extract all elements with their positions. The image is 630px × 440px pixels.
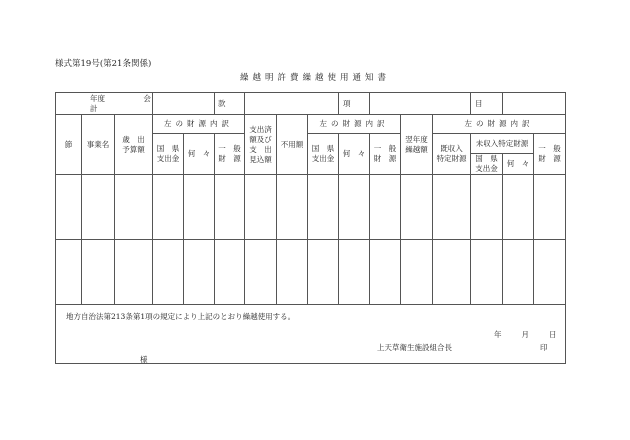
data-cell[interactable] <box>82 240 115 305</box>
carryover-notice-table <box>55 92 566 364</box>
kan-label: 款 <box>215 93 245 115</box>
budget-amount-header: 歳 出 予算額 <box>115 115 153 175</box>
general-fund-header-2: 一 般 財 源 <box>370 134 401 175</box>
data-cell[interactable] <box>115 240 153 305</box>
account-label: 会計 <box>90 93 151 113</box>
date-day-label: 日 <box>549 330 559 339</box>
data-cell[interactable] <box>471 175 503 240</box>
moku-label: 目 <box>471 93 503 115</box>
breakdown-header-1: 左の財源内訳 <box>153 115 245 134</box>
data-cell[interactable] <box>339 240 370 305</box>
data-cell[interactable] <box>56 240 82 305</box>
data-cell[interactable] <box>401 240 433 305</box>
unreceived-specific-header: 未収入特定財源 <box>471 134 534 154</box>
moku-value-cell[interactable] <box>503 93 566 115</box>
date-year-label: 年 <box>494 330 504 339</box>
table-row <box>56 240 566 305</box>
data-cell[interactable] <box>245 240 277 305</box>
carryover-next-year-header: 翌年度 繰越額 <box>401 115 433 175</box>
data-cell[interactable] <box>153 175 184 240</box>
general-fund-header-3: 一 般 財 源 <box>534 134 566 175</box>
data-cell[interactable] <box>370 240 401 305</box>
data-cell[interactable] <box>308 240 339 305</box>
data-cell[interactable] <box>184 240 215 305</box>
data-cell[interactable] <box>401 175 433 240</box>
data-cell[interactable] <box>503 240 534 305</box>
data-cell[interactable] <box>534 240 566 305</box>
data-cell[interactable] <box>471 240 503 305</box>
received-specific-header: 既収入 特定財源 <box>433 134 471 175</box>
data-cell[interactable] <box>82 175 115 240</box>
form-number: 様式第19号(第21条関係) <box>55 59 152 69</box>
general-fund-header-1: 一 般 財 源 <box>215 134 245 175</box>
table-row <box>56 175 566 240</box>
seal-mark: 印 <box>540 343 548 352</box>
account-value-cell[interactable] <box>153 93 215 115</box>
footer-notice <box>56 305 566 364</box>
various-header-3: 何 々 <box>503 154 534 175</box>
data-cell[interactable] <box>277 240 308 305</box>
national-prefectural-header-1: 国 県 支出金 <box>153 134 184 175</box>
data-cell[interactable] <box>215 240 245 305</box>
national-prefectural-header-2: 国 県 支出金 <box>308 134 339 175</box>
various-header-1: 何 々 <box>184 134 215 175</box>
data-cell[interactable] <box>115 175 153 240</box>
recipient-suffix: 様 <box>140 355 148 364</box>
data-cell[interactable] <box>534 175 566 240</box>
kou-label: 項 <box>339 93 370 115</box>
project-name-header: 事業名 <box>82 115 115 175</box>
setsu-header: 節 <box>56 115 82 175</box>
breakdown-header-3: 左の財源内訳 <box>433 115 566 134</box>
national-prefectural-header-3: 国 県 支出金 <box>471 154 503 175</box>
data-cell[interactable] <box>433 175 471 240</box>
unused-amount-header: 不用額 <box>277 115 308 175</box>
document-title: 繰越明許費繰越使用通知書 <box>239 73 390 83</box>
data-cell[interactable] <box>370 175 401 240</box>
issuer-name: 上天草衛生施設組合長 <box>377 343 452 352</box>
date-line[interactable] <box>494 330 559 340</box>
data-cell[interactable] <box>245 175 277 240</box>
data-cell[interactable] <box>339 175 370 240</box>
kan-value-cell[interactable] <box>245 93 339 115</box>
fiscal-year-label: 年度 <box>90 93 105 103</box>
data-cell[interactable] <box>277 175 308 240</box>
law-text: 地方自治法第213条第1項の規定により上記のとおり繰越使用する。 <box>66 312 296 321</box>
kou-value-cell[interactable] <box>370 93 471 115</box>
various-header-2: 何 々 <box>339 134 370 175</box>
data-cell[interactable] <box>184 175 215 240</box>
date-month-label: 月 <box>521 330 531 339</box>
data-cell[interactable] <box>56 175 82 240</box>
data-cell[interactable] <box>503 175 534 240</box>
data-cell[interactable] <box>153 240 184 305</box>
data-cell[interactable] <box>308 175 339 240</box>
fiscal-year-cell[interactable] <box>56 93 153 115</box>
breakdown-header-2: 左の財源内訳 <box>308 115 401 134</box>
expenditure-estimate-header: 支出済 額及び 支 出 見込額 <box>245 115 277 175</box>
data-cell[interactable] <box>215 175 245 240</box>
data-cell[interactable] <box>433 240 471 305</box>
